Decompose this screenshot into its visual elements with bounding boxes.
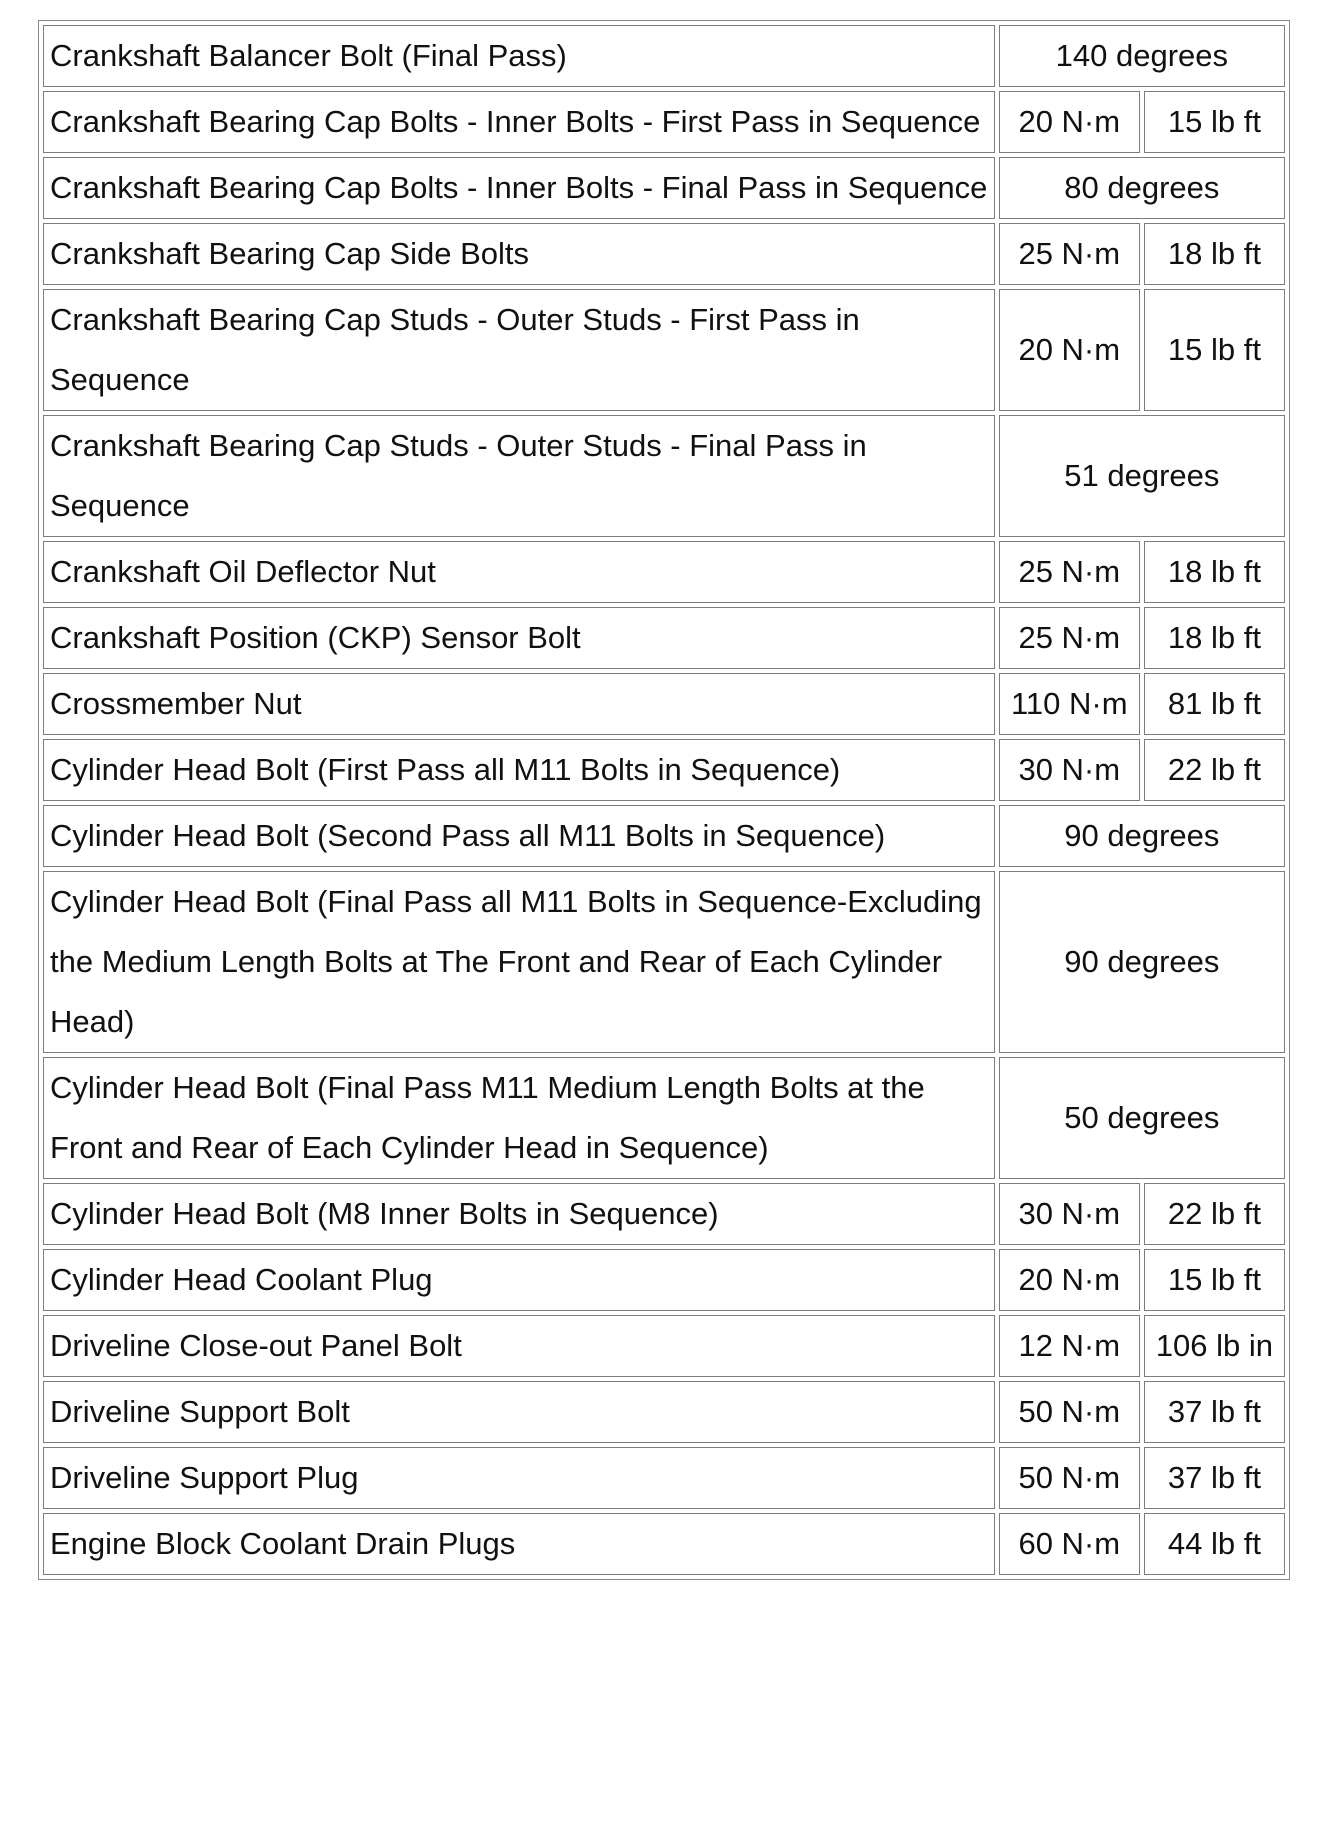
component-description: Crossmember Nut (43, 673, 995, 735)
metric-torque-value: 60 N·m (999, 1513, 1140, 1575)
table-row (43, 541, 1285, 603)
component-description: Engine Block Coolant Drain Plugs (43, 1513, 995, 1575)
torque-angle-value: 51 degrees (999, 415, 1285, 537)
table-row (43, 415, 1285, 537)
metric-torque-value: 25 N·m (999, 541, 1140, 603)
torque-angle-value: 80 degrees (999, 157, 1285, 219)
table-row (43, 739, 1285, 801)
metric-torque-value: 110 N·m (999, 673, 1140, 735)
table-row (43, 223, 1285, 285)
component-description: Crankshaft Bearing Cap Side Bolts (43, 223, 995, 285)
english-torque-value: 15 lb ft (1144, 91, 1285, 153)
metric-torque-value: 25 N·m (999, 223, 1140, 285)
torque-specifications-table (38, 20, 1290, 1580)
torque-table-body (43, 25, 1285, 1575)
metric-torque-value: 30 N·m (999, 739, 1140, 801)
component-description: Cylinder Head Bolt (M8 Inner Bolts in Sequence) (43, 1183, 995, 1245)
component-description: Crankshaft Oil Deflector Nut (43, 541, 995, 603)
metric-torque-value: 50 N·m (999, 1381, 1140, 1443)
english-torque-value: 37 lb ft (1144, 1381, 1285, 1443)
component-description: Driveline Support Plug (43, 1447, 995, 1509)
component-description: Cylinder Head Bolt (Final Pass M11 Medium Length Bolts at the Front and Rear of Each Cylinder Head in Sequence) (43, 1057, 995, 1179)
metric-torque-value: 30 N·m (999, 1183, 1140, 1245)
table-row (43, 673, 1285, 735)
metric-torque-value: 20 N·m (999, 289, 1140, 411)
english-torque-value: 18 lb ft (1144, 541, 1285, 603)
table-row (43, 157, 1285, 219)
english-torque-value: 18 lb ft (1144, 607, 1285, 669)
metric-torque-value: 12 N·m (999, 1315, 1140, 1377)
table-row (43, 1183, 1285, 1245)
english-torque-value: 37 lb ft (1144, 1447, 1285, 1509)
table-row (43, 607, 1285, 669)
table-row (43, 289, 1285, 411)
component-description: Driveline Close-out Panel Bolt (43, 1315, 995, 1377)
table-row (43, 871, 1285, 1053)
component-description: Cylinder Head Bolt (Final Pass all M11 Bolts in Sequence-Excluding the Medium Length Bolts at The Front and Rear of Each Cylinder Head) (43, 871, 995, 1053)
metric-torque-value: 25 N·m (999, 607, 1140, 669)
english-torque-value: 22 lb ft (1144, 1183, 1285, 1245)
torque-angle-value: 90 degrees (999, 871, 1285, 1053)
table-row (43, 1249, 1285, 1311)
table-row (43, 1447, 1285, 1509)
metric-torque-value: 20 N·m (999, 1249, 1140, 1311)
component-description: Crankshaft Bearing Cap Bolts - Inner Bolts - Final Pass in Sequence (43, 157, 995, 219)
component-description: Cylinder Head Bolt (First Pass all M11 Bolts in Sequence) (43, 739, 995, 801)
component-description: Crankshaft Bearing Cap Bolts - Inner Bolts - First Pass in Sequence (43, 91, 995, 153)
table-row (43, 1513, 1285, 1575)
english-torque-value: 15 lb ft (1144, 1249, 1285, 1311)
table-row (43, 1057, 1285, 1179)
english-torque-value: 18 lb ft (1144, 223, 1285, 285)
english-torque-value: 44 lb ft (1144, 1513, 1285, 1575)
component-description: Driveline Support Bolt (43, 1381, 995, 1443)
table-row (43, 1315, 1285, 1377)
table-row (43, 25, 1285, 87)
english-torque-value: 22 lb ft (1144, 739, 1285, 801)
english-torque-value: 106 lb in (1144, 1315, 1285, 1377)
metric-torque-value: 20 N·m (999, 91, 1140, 153)
component-description: Cylinder Head Coolant Plug (43, 1249, 995, 1311)
component-description: Crankshaft Bearing Cap Studs - Outer Studs - First Pass in Sequence (43, 289, 995, 411)
torque-angle-value: 90 degrees (999, 805, 1285, 867)
torque-angle-value: 140 degrees (999, 25, 1285, 87)
table-row (43, 805, 1285, 867)
table-row (43, 91, 1285, 153)
english-torque-value: 81 lb ft (1144, 673, 1285, 735)
component-description: Cylinder Head Bolt (Second Pass all M11 Bolts in Sequence) (43, 805, 995, 867)
torque-angle-value: 50 degrees (999, 1057, 1285, 1179)
component-description: Crankshaft Position (CKP) Sensor Bolt (43, 607, 995, 669)
component-description: Crankshaft Balancer Bolt (Final Pass) (43, 25, 995, 87)
english-torque-value: 15 lb ft (1144, 289, 1285, 411)
component-description: Crankshaft Bearing Cap Studs - Outer Studs - Final Pass in Sequence (43, 415, 995, 537)
table-row (43, 1381, 1285, 1443)
metric-torque-value: 50 N·m (999, 1447, 1140, 1509)
